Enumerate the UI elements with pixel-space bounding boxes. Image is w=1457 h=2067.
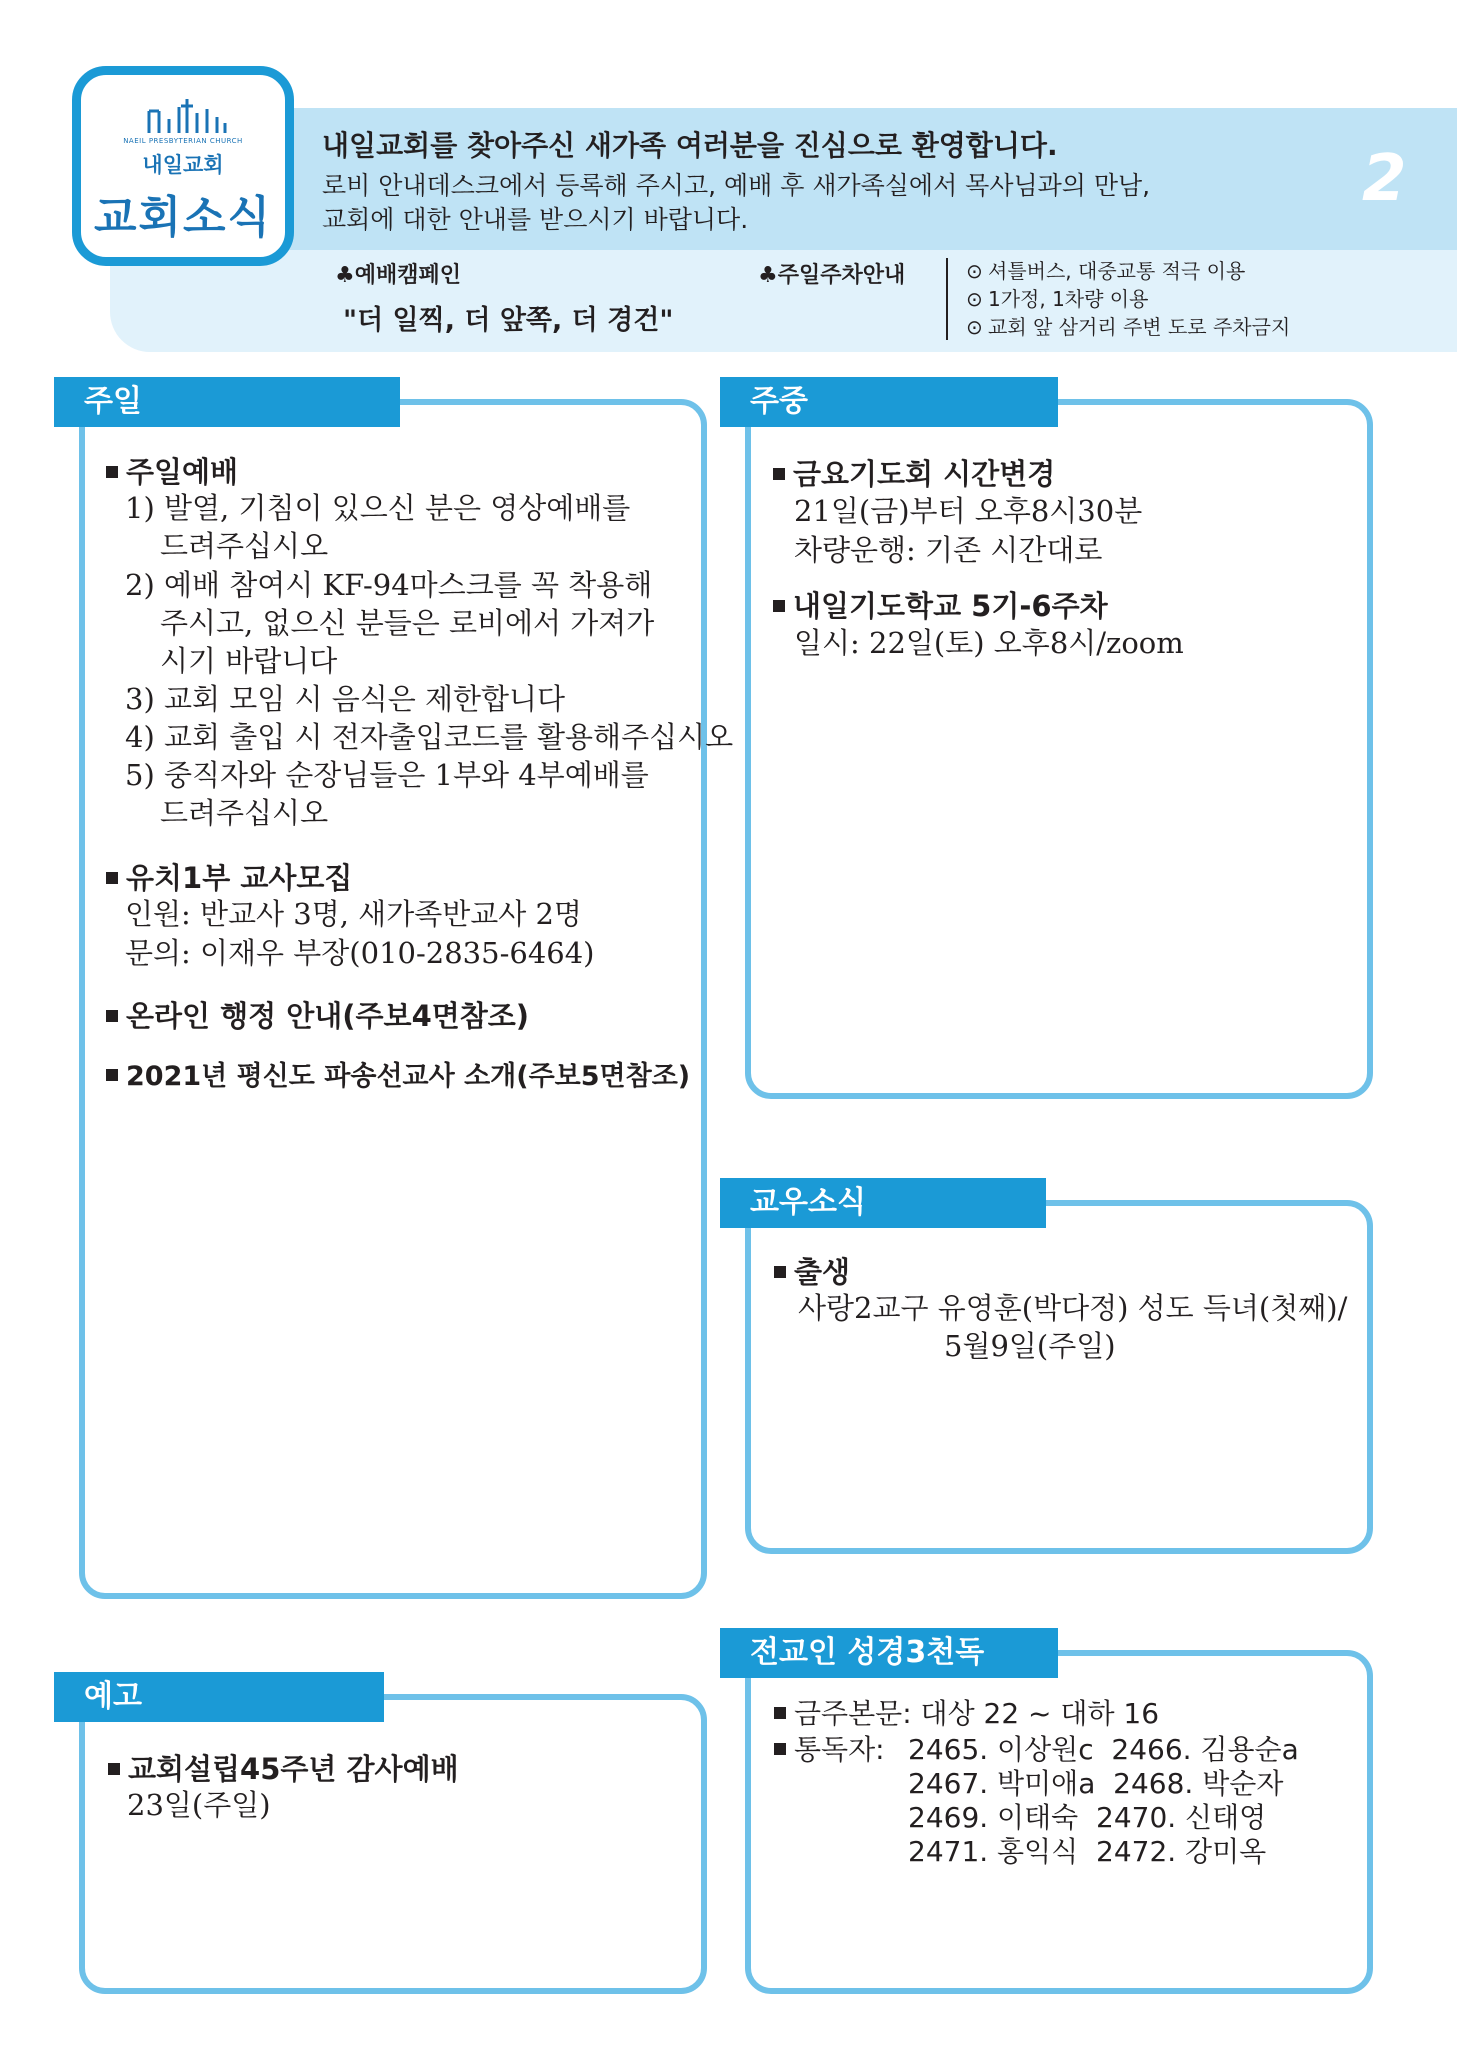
parking-item: ⊙ 셔틀버스, 대중교통 적극 이용 [966, 259, 1246, 283]
bible-reading-tab: 전교인 성경3천독 [720, 1628, 1058, 1678]
campaign-slogan: "더 일찍, 더 앞쪽, 더 경건" [343, 305, 674, 336]
online-admin-heading: 온라인 행정 안내(주보4면참조) [106, 994, 529, 1035]
target-bullet-icon: ⊙ [966, 315, 983, 339]
worship-line: 4) 교회 출입 시 전자출입코드를 활용해주십시오 [125, 720, 734, 754]
readers-label: 통독자: [774, 1733, 885, 1767]
worship-line: 시기 바랍니다 [160, 644, 338, 678]
worship-line: 주시고, 없으신 분들은 로비에서 가져가 [160, 606, 655, 640]
worship-line: 드려주십시오 [160, 796, 329, 830]
teacher-line: 문의: 이재우 부장(010-2835-6464) [125, 936, 595, 970]
square-bullet-icon [106, 1069, 118, 1081]
square-bullet-icon [106, 466, 118, 478]
church-logo-box [72, 66, 294, 266]
square-bullet-icon [774, 1743, 786, 1755]
members-news-tab: 교우소식 [720, 1178, 1046, 1228]
friday-line: 21일(금)부터 오후8시30분 [794, 494, 1143, 528]
parking-list [966, 257, 1290, 341]
page-number: 2 [1362, 142, 1407, 216]
weekday-tab: 주중 [720, 377, 1058, 427]
worship-line: 2) 예배 참여시 KF-94마스크를 꼭 착용해 [125, 568, 653, 602]
missionary-heading: 2021년 평신도 파송선교사 소개(주보5면참조) [106, 1054, 690, 1093]
friday-prayer-heading: 금요기도회 시간변경 [773, 452, 1055, 493]
campaign-label: ♣예배캠페인 [335, 263, 461, 288]
square-bullet-icon [774, 1266, 786, 1278]
worship-line: 드려주십시오 [160, 529, 329, 563]
parking-label: ♣주일주차안내 [758, 263, 906, 288]
teacher-recruit-heading: 유치1부 교사모집 [106, 856, 352, 897]
sunday-worship-heading: 주일예배 [106, 450, 238, 491]
church-logo-icon [141, 97, 231, 137]
square-bullet-icon [106, 1010, 118, 1022]
logo-english-name: NAEIL PRESBYTERIAN CHURCH [123, 137, 243, 145]
anniversary-heading: 교회설립45주년 감사예배 [108, 1747, 459, 1788]
square-bullet-icon [108, 1763, 120, 1775]
target-bullet-icon: ⊙ [966, 259, 983, 283]
school-line: 일시: 22일(토) 오후8시/zoom [794, 626, 1184, 660]
anniversary-date: 23일(주일) [127, 1788, 271, 1822]
birth-line: 5월9일(주일) [944, 1329, 1116, 1363]
reader-row: 2465. 이상원c 2466. 김용순a [908, 1733, 1299, 1766]
birth-heading: 출생 [774, 1250, 850, 1291]
reader-row: 2471. 홍익식 2472. 강미옥 [908, 1835, 1267, 1868]
birth-line: 사랑2교구 유영훈(박다정) 성도 득녀(첫째)/ [798, 1291, 1348, 1325]
target-bullet-icon: ⊙ [966, 287, 983, 311]
welcome-title: 내일교회를 찾아주신 새가족 여러분을 진심으로 환영합니다. [322, 129, 1058, 162]
teacher-line: 인원: 반교사 3명, 새가족반교사 2명 [125, 897, 582, 931]
logo-korean-name: 내일교회 [142, 153, 224, 177]
square-bullet-icon [774, 1707, 786, 1719]
worship-line: 1) 발열, 기침이 있으신 분은 영상예배를 [125, 491, 631, 525]
notice-tab: 예고 [54, 1672, 384, 1722]
welcome-line-2: 교회에 대한 안내를 받으시기 바랍니다. [322, 205, 749, 234]
reader-row: 2469. 이태숙 2470. 신태영 [908, 1801, 1267, 1834]
parking-item: ⊙ 교회 앞 삼거리 주변 도로 주차금지 [966, 315, 1291, 339]
square-bullet-icon [773, 468, 785, 480]
friday-line: 차량운행: 기존 시간대로 [794, 533, 1103, 567]
square-bullet-icon [773, 600, 785, 612]
parking-item: ⊙ 1가정, 1차량 이용 [966, 287, 1149, 311]
page-title: 교회소식 [93, 192, 272, 243]
parking-divider [946, 258, 948, 340]
sunday-tab: 주일 [54, 377, 400, 427]
welcome-line-1: 로비 안내데스크에서 등록해 주시고, 예배 후 새가족실에서 목사님과의 만남, [322, 171, 1151, 200]
worship-line: 5) 중직자와 순장님들은 1부와 4부예배를 [125, 758, 649, 792]
square-bullet-icon [106, 872, 118, 884]
bible-passage: 금주본문: 대상 22 ~ 대하 16 [774, 1697, 1159, 1731]
reader-row: 2467. 박미애a 2468. 박순자 [908, 1767, 1284, 1800]
notice-panel [79, 1694, 707, 1994]
worship-line: 3) 교회 모임 시 음식은 제한합니다 [125, 682, 566, 716]
prayer-school-heading: 내일기도학교 5기-6주차 [773, 584, 1108, 625]
